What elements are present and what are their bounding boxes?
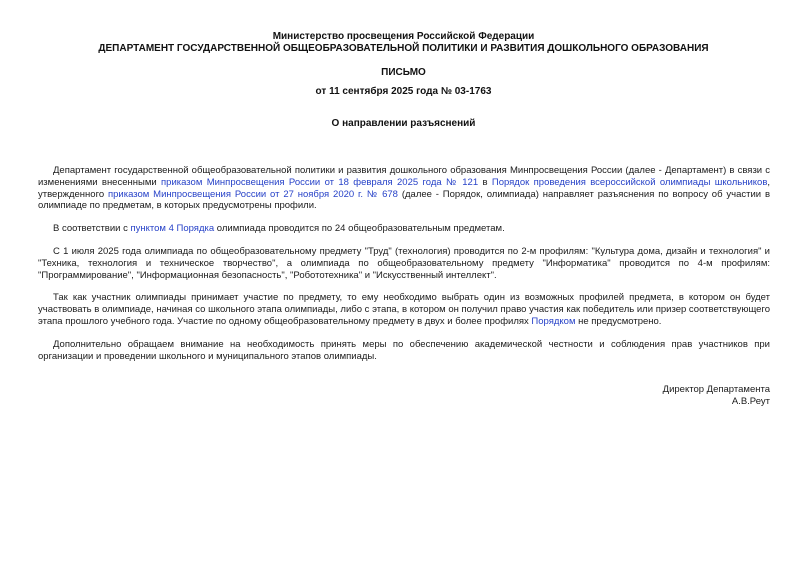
signature-block: [0, 384, 770, 407]
paragraph: [38, 339, 770, 363]
text-segment: (далее - Порядок, олимпиада) направляет разъяснения по вопросу об участии в олимпиаде по предметам, в которых предусмотрены профили.: [38, 188, 770, 212]
text-segment: Дополнительно обращаем внимание на необходимость принять меры по обеспечению академической честности и соблюдения прав участников при организации и проведении школьного и муниципального этапов олимпиады.: [38, 338, 770, 362]
document-header: [0, 0, 807, 129]
text-segment: олимпиада проводится по 24 общеобразовательным предметам.: [214, 223, 505, 235]
doc-link[interactable]: Порядком: [531, 315, 576, 327]
signature-position: Директор Департамента: [662, 384, 770, 396]
doc-link[interactable]: приказом Минпросвещения России от 18 февраля 2025 года № 121: [161, 176, 479, 188]
text-segment: Так как участник олимпиады принимает участие по предмету, то ему необходимо выбрать один из возможных профилей предмета, в котором он будет участвовать в олимпиаде, начиная со школьного этапа олимпиады, либо с этапа, в котором он получил право участия как победитель или призер соответствующего этапа прошлого учебного года. Участие по одному общеобразовательному предмету в двух и более профилях: [38, 292, 770, 327]
paragraph: [38, 292, 770, 327]
text-segment: не предусмотрено.: [575, 315, 662, 327]
doc-link[interactable]: приказом Минпросвещения России от 27 ноября 2020 г. № 678: [107, 188, 398, 200]
text-segment: Департамент государственной общеобразовательной политики и развития дошкольного образования Минпросвещения России (далее - Департамент) в связи с изменениями внесенными: [38, 165, 770, 188]
paragraph: [38, 246, 770, 281]
document-date-number: от 11 сентября 2025 года № 03-1763: [315, 86, 492, 97]
doc-link[interactable]: Порядок проведения всероссийской олимпиады школьников: [491, 176, 768, 188]
document-body: [38, 165, 770, 362]
document-subject: О направлении разъяснений: [331, 118, 476, 129]
signature-name: А.В.Реут: [731, 395, 770, 407]
text-segment: в: [478, 176, 492, 188]
text-segment: В соответствии с: [53, 223, 131, 235]
document-type: ПИСЬМО: [381, 67, 426, 78]
doc-link[interactable]: пунктом 4 Порядка: [130, 223, 215, 235]
paragraph: [38, 223, 770, 235]
department-name: ДЕПАРТАМЕНТ ГОСУДАРСТВЕННОЙ ОБЩЕОБРАЗОВАТЕЛЬНОЙ ПОЛИТИКИ И РАЗВИТИЯ ДОШКОЛЬНОГО ОБРАЗОВАНИЯ: [98, 43, 709, 54]
ministry-name: Министерство просвещения Российской Федерации: [272, 31, 535, 42]
text-segment: , утвержденного: [38, 176, 771, 200]
text-segment: С 1 июля 2025 года олимпиада по общеобразовательному предмету "Труд" (технология) проводится по 2-м профилям: "Культура дома, дизайн и технология" и "Техника, технология и техническое творчество", а олимпиада по общеобразовательному предмету "Информатика" проводится по 4-м профилям: "Программирование", "Информационная безопасность", "Робототехника" и "Искусственный интеллект".: [38, 245, 770, 281]
paragraph: [38, 165, 770, 212]
